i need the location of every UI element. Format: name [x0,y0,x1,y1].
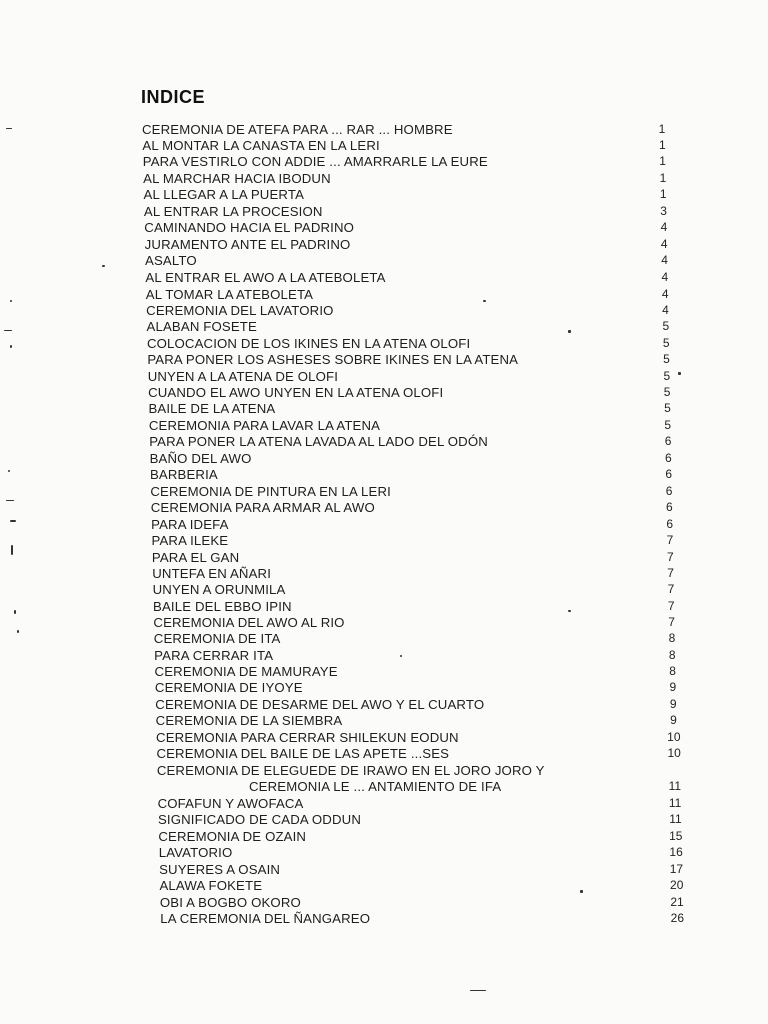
toc-entry-page-number: 5 [664,401,671,415]
toc-entry [156,746,449,762]
toc-entry [143,171,331,187]
toc-entry [148,369,338,385]
scan-speck [11,545,13,555]
toc-entry [149,418,380,434]
toc-entry-title: ASALTO [145,253,197,268]
toc-entry [151,517,228,533]
toc-entry-title: SIGNIFICADO DE CADA ODDUN [157,812,362,827]
toc-entry-title: AL MARCHAR HACIA IBODUN [143,171,331,186]
toc-entry [150,451,252,467]
toc-entry-page-number: 4 [660,220,668,234]
scan-speck [400,655,402,657]
toc-entry-page-number: 1 [659,187,667,201]
toc-entry [153,615,344,631]
toc-entry-title: PARA IDEFA [151,517,229,532]
toc-entry-page-number: 4 [661,253,668,267]
toc-entry-page-number: 11 [668,779,682,793]
toc-entry-title: PARA EL GAN [151,550,240,565]
toc-entry-page-number: 5 [664,418,672,432]
toc-entry-page-number: 8 [668,631,676,645]
toc-entry [158,829,306,845]
toc-entry-page-number: 26 [670,911,685,925]
toc-entry-page-number: 1 [658,122,666,136]
scan-speck [14,610,16,614]
toc-entry [145,270,385,286]
page-title: INDICE [141,87,206,107]
toc-entry-title: AL LLEGAR A LA PUERTA [143,187,305,202]
toc-entry [142,138,379,154]
toc-entry-page-number: 5 [662,336,670,350]
toc-entry-title: PARA ILEKE [151,533,229,548]
toc-entry [153,582,286,598]
toc-entry-page-number: 16 [669,845,683,859]
toc-entry-title: CEREMONIA DE IYOYE [154,680,303,695]
scan-speck [678,372,681,375]
toc-entry-title: AL MONTAR LA CANASTA EN LA LERI [142,138,380,153]
toc-entry-title: PARA VESTIRLO CON ADDIE ... AMARRARLE LA EURE [142,154,488,169]
toc-entry-page-number: 6 [665,467,673,481]
toc-entry-title: CEREMONIA DE LA SIEMBRA [155,713,343,728]
toc-entry-page-number: 7 [667,582,675,596]
toc-entry [154,648,273,664]
toc-entry-page-number: 21 [670,895,684,909]
toc-entry-title: CEREMONIA PARA ARMAR AL AWO [150,500,375,515]
toc-entry [158,796,304,812]
toc-entry [151,500,375,516]
toc-entry [156,713,343,729]
toc-entry-page-number: 8 [669,664,676,678]
toc-entry-page-number: 6 [665,451,672,465]
toc-entry-title: AL ENTRAR LA PROCESION [143,204,323,219]
toc-entry [153,599,292,615]
toc-entry [150,484,391,500]
toc-entry-title: CEREMONIA DE OZAIN [158,829,307,844]
toc-entry-page-number: 4 [661,270,669,284]
toc-entry [143,154,488,170]
toc-entry-title: CEREMONIA PARA CERRAR SHILEKUN EODUN [156,730,459,745]
toc-entry [145,253,197,269]
toc-entry [158,812,361,828]
scan-speck [10,520,16,522]
toc-entry-title: CEREMONIA DE ATEFA PARA ... RAR ... HOMBRE [142,122,453,137]
toc-entry-title: BAILE DEL EBBO IPIN [153,599,292,614]
toc-entry [144,204,323,220]
toc-entry [147,336,470,352]
toc-entry-page-number: 1 [658,138,666,152]
toc-entry-title: CUANDO EL AWO UNYEN EN LA ATENA OLOFI [148,385,444,400]
toc-entry-page-number: 7 [666,533,674,547]
toc-entry-title: CEREMONIA DE ITA [153,631,281,646]
toc-entry-page-number: 5 [663,352,670,366]
toc-entry-title: CEREMONIA DE MAMURAYE [154,664,338,679]
toc-entry-page-number: 11 [668,796,682,810]
toc-entry-title: CEREMONIA LE ... ANTAMIENTO DE IFA [249,779,502,794]
toc-entry-title: COLOCACION DE LOS IKINES EN LA ATENA OLOFI [146,336,471,351]
scan-speck [470,990,486,991]
toc-entry-title: CEREMONIA DE PINTURA EN LA LERI [150,484,391,499]
toc-entry-title: JURAMENTO ANTE EL PADRINO [144,237,351,252]
toc-entry-title: BAÑO DEL AWO [149,451,252,466]
toc-entry-title: PARA CERRAR ITA [154,648,274,663]
toc-entry-page-number: 10 [667,730,681,744]
toc-entry [156,730,459,746]
toc-entry [155,680,303,696]
toc-entry [159,878,262,894]
toc-entry [152,566,271,582]
scan-speck [568,330,571,333]
toc-entry-page-number: 1 [659,154,666,168]
toc-entry-page-number: 7 [668,615,675,629]
toc-entry-title: SUYERES A OSAIN [159,862,281,877]
toc-entry-title: PARA PONER LA ATENA LAVADA AL LADO DEL ODÓN [149,434,488,449]
scan-speck [8,470,10,472]
toc-entry [159,845,233,861]
toc-entry-title: LAVATORIO [158,845,233,860]
toc-entry [155,697,484,713]
toc-entry-page-number: 9 [669,697,677,711]
toc-entry [249,779,501,795]
toc-entry-page-number: 4 [661,287,669,301]
toc-entry-title: CEREMONIA DE ELEGUEDE DE IRAWO EN EL JORO JORO Y [156,763,545,778]
toc-entry-page-number: 9 [669,680,677,694]
toc-entry [152,550,239,566]
toc-entry [146,303,333,319]
toc-entry-title: COFAFUN Y AWOFACA [157,796,304,811]
toc-entry-page-number: 4 [660,237,668,251]
toc-entry-title: CEREMONIA PARA LAVAR LA ATENA [148,418,381,433]
toc-entry [147,352,518,368]
toc-entry [147,319,257,335]
toc-entry [146,287,313,303]
toc-entry [149,434,488,450]
toc-entry-title: CEREMONIA DEL LAVATORIO [146,303,334,318]
scan-speck [483,300,486,302]
toc-entry-page-number: 7 [666,550,674,564]
toc-entry [155,664,338,680]
toc-entry-page-number: 7 [667,599,675,613]
scan-speck [17,630,19,633]
toc-entry [157,763,545,779]
scan-speck [568,610,571,612]
toc-entry-page-number: 10 [667,746,681,760]
toc-entry-title: AL TOMAR LA ATEBOLETA [145,287,314,302]
scan-speck [102,265,105,267]
toc-entry-page-number: 9 [670,713,677,727]
toc-entry-title: AL ENTRAR EL AWO A LA ATEBOLETA [145,270,386,285]
scan-speck [10,345,12,348]
toc-entry [148,385,443,401]
toc-entry [144,220,354,236]
toc-entry-title: UNYEN A ORUNMILA [152,582,286,597]
scan-speck [580,890,583,893]
scan-speck [6,500,14,501]
toc-entry-title: CEREMONIA DEL AWO AL RIO [153,615,345,630]
toc-entry [145,237,351,253]
scan-speck [6,128,12,129]
toc-entry [160,911,370,927]
toc-entry [142,122,453,138]
toc-entry [159,862,280,878]
toc-entry-page-number: 6 [665,484,673,498]
toc-entry [154,631,281,647]
toc-entry [160,895,301,911]
toc-entry-page-number: 1 [659,171,667,185]
toc-entry-title: CEREMONIA DE DESARME DEL AWO Y EL CUARTO [155,697,485,712]
toc-entry-title: ALAWA FOKETE [159,878,263,893]
toc-entry-title: UNYEN A LA ATENA DE OLOFI [147,369,339,384]
scan-speck [10,300,12,302]
toc-entry-page-number: 5 [663,369,671,383]
toc-entry-title: BARBERIA [149,467,218,482]
toc-entry-page-number: 4 [662,303,669,317]
toc-entry-page-number: 6 [666,517,674,531]
toc-entry-title: ALABAN FOSETE [146,319,257,334]
toc-entry-title: BAILE DE LA ATENA [148,401,276,416]
toc-entry [148,401,275,417]
toc-entry-title: PARA PONER LOS ASHESES SOBRE IKINES EN LA ATENA [147,352,519,367]
toc-entry-title: UNTEFA EN AÑARI [152,566,272,581]
toc-entry-page-number: 20 [670,878,684,892]
toc-entry-page-number: 11 [669,812,682,826]
scan-speck [4,330,12,331]
toc-entry-title: CEREMONIA DEL BAILE DE LAS APETE ...SES [156,746,450,761]
toc-entry [150,467,218,483]
toc-entry-page-number: 6 [664,434,672,448]
toc-entry-page-number: 7 [667,566,674,580]
toc-entry [152,533,229,549]
toc-entry-page-number: 8 [668,648,676,662]
toc-entry-page-number: 15 [669,829,683,843]
toc-entry-title: CAMINANDO HACIA EL PADRINO [144,220,355,235]
toc-entry-page-number: 5 [663,385,671,399]
toc-entry-page-number: 6 [666,500,673,514]
toc-entry-page-number: 5 [662,319,670,333]
toc-entry [144,187,305,203]
toc-entry-title: LA CEREMONIA DEL ÑANGAREO [160,911,371,926]
toc-entry-page-number: 17 [669,862,684,876]
toc-entry-page-number: 3 [660,204,667,218]
toc-entry-title: OBI A BOGBO OKORO [159,895,301,910]
